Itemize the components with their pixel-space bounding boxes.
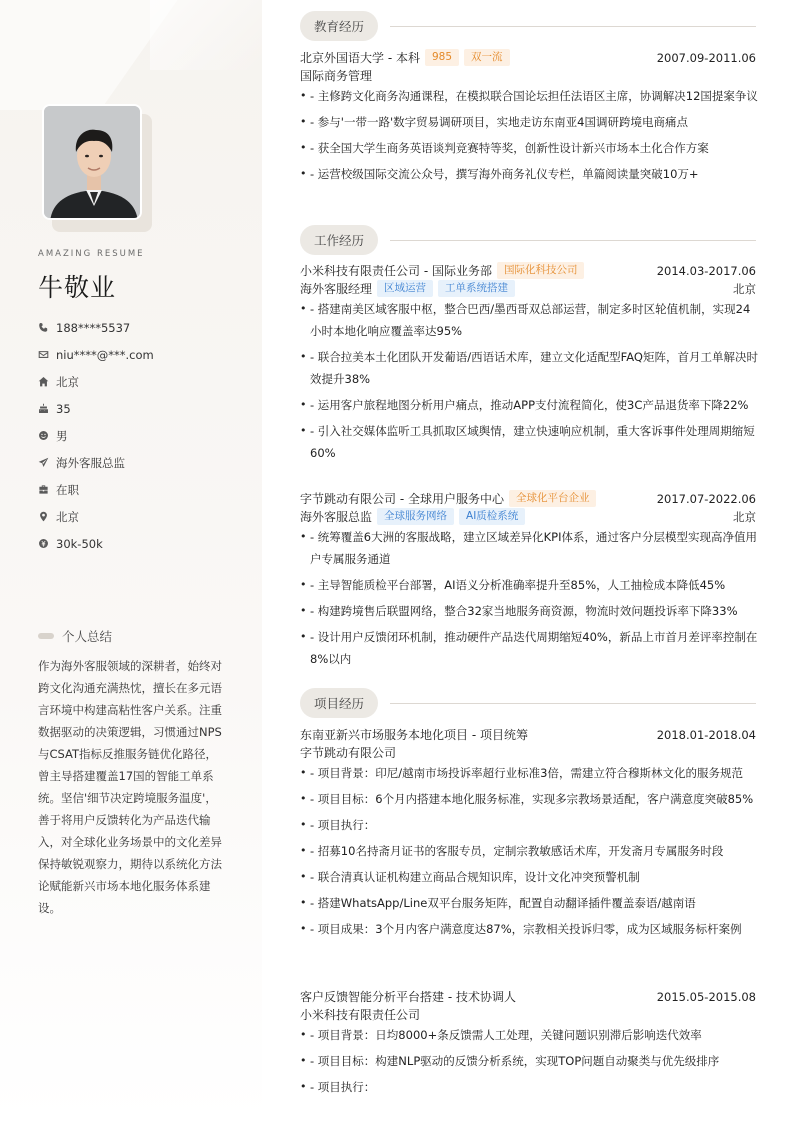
list-item: • - 运用客户旅程地图分析用户痛点，推动APP支付流程简化，使3C产品退货率下降22% <box>300 394 758 416</box>
project-org: 小米科技有限责任公司 <box>300 1008 421 1022</box>
job-date: 2017.07-2022.06 <box>656 491 756 506</box>
section-education-header <box>300 11 756 41</box>
section-divider <box>390 240 756 241</box>
age-text: 35 <box>56 401 71 416</box>
project-name: 客户反馈智能分析平台搭建 - 技术协调人 <box>300 990 516 1004</box>
section-title: 教育经历 <box>300 11 378 41</box>
hometown-text: 北京 <box>56 374 79 389</box>
section-title: 工作经历 <box>300 225 378 255</box>
target-position-text: 海外客服总监 <box>56 455 125 470</box>
project-org-row <box>300 1006 756 1023</box>
school-tag: 985 <box>425 49 459 66</box>
project-title-row <box>300 988 756 1005</box>
project-date: 2018.01-2018.04 <box>656 727 756 742</box>
school-tag: 双一流 <box>464 49 510 66</box>
salary-icon <box>38 538 56 549</box>
list-item: • - 参与'一带一路'数字贸易调研项目，实地走访东南亚4国调研跨境电商痛点 <box>300 111 758 133</box>
list-item: • - 项目目标：6个月内搭建本地化服务标准，实现多宗教场景适配，客户满意度突破85% <box>300 788 758 810</box>
list-item: • - 设计用户反馈闭环机制，推动硬件产品迭代周期缩短40%，新品上市首月差评率控制在8%以内 <box>300 626 758 670</box>
company-tag: 国际化科技公司 <box>497 262 585 279</box>
avatar-photo <box>42 104 142 220</box>
job-role-row <box>300 280 756 297</box>
info-home <box>38 368 154 395</box>
list-item: • - 项目背景：日均8000+条反馈需人工处理，关键问题识别滞后影响迭代效率 <box>300 1024 758 1046</box>
section-divider <box>390 26 756 27</box>
gender-icon <box>38 430 56 441</box>
email-text: niu****@***.com <box>56 347 154 362</box>
sidebar <box>0 0 262 1123</box>
list-item: • - 搭建WhatsApp/Line双平台服务矩阵，配置自动翻译插件覆盖泰语/越南语 <box>300 892 758 914</box>
project-name: 东南亚新兴市场服务本地化项目 - 项目统筹 <box>300 728 528 742</box>
job-role: 海外客服经理 <box>300 282 373 296</box>
project-org: 字节跳动有限公司 <box>300 746 397 760</box>
sidebar-decoration <box>150 0 262 70</box>
job-company-row <box>300 262 756 279</box>
info-email <box>38 341 154 368</box>
role-tag: AI质检系统 <box>459 508 525 525</box>
project-date: 2015.05-2015.08 <box>656 989 756 1004</box>
project-bullets <box>300 1024 758 1102</box>
cake-icon <box>38 403 56 414</box>
company-tag: 全球化平台企业 <box>509 490 597 507</box>
location-pin-icon <box>38 511 56 522</box>
role-tag: 工单系统搭建 <box>438 280 515 297</box>
gender-text: 男 <box>56 428 68 443</box>
status-text: 在职 <box>56 482 79 497</box>
project-bullets <box>300 762 758 944</box>
role-tag: 全球服务网络 <box>377 508 454 525</box>
project-title-row <box>300 726 756 743</box>
list-item: • - 项目成果：3个月内客户满意度达87%，宗教相关投诉归零，成为区域服务标杆案例 <box>300 918 758 940</box>
home-icon <box>38 376 56 387</box>
section-work-header <box>300 225 756 255</box>
education-row <box>300 49 756 66</box>
info-location <box>38 503 154 530</box>
education-date: 2007.09-2011.06 <box>656 50 756 65</box>
list-item: • - 项目执行： <box>300 1076 758 1098</box>
summary-title: 个人总结 <box>62 629 113 644</box>
list-item: • - 运营校级国际交流公众号，撰写海外商务礼仪专栏，单篇阅读量突破10万+ <box>300 163 758 185</box>
salary-text: 30k-50k <box>56 536 103 551</box>
list-item: • - 项目背景：印尼/越南市场投诉率超行业标准3倍，需建立符合穆斯林文化的服务规范 <box>300 762 758 784</box>
job-location: 北京 <box>733 281 756 296</box>
list-item: • - 引入社交媒体监听工具抓取区域舆情，建立快速响应机制，重大客诉事件处理周期缩短60% <box>300 420 758 464</box>
info-target-position <box>38 449 154 476</box>
list-item: • - 联合拉美本土化团队开发葡语/西语话术库，建立文化适配型FAQ矩阵，首月工单解决时效提升38% <box>300 346 758 390</box>
list-item: • - 搭建南美区域客服中枢，整合巴西/墨西哥双总部运营，制定多时区轮值机制，实现24小时本地化响应覆盖率达95% <box>300 298 758 342</box>
list-item: • - 主修跨文化商务沟通课程，在模拟联合国论坛担任法语区主席，协调解决12国提案争议 <box>300 85 758 107</box>
list-item: • - 主导智能质检平台部署，AI语义分析准确率提升至85%，人工抽检成本降低45% <box>300 574 758 596</box>
school-name: 北京外国语大学 - 本科 <box>300 51 420 65</box>
section-title: 项目经历 <box>300 688 378 718</box>
phone-text: 188****5537 <box>56 320 131 335</box>
briefcase-icon <box>38 484 56 495</box>
phone-icon <box>38 322 56 333</box>
list-item: • - 获全国大学生商务英语谈判竞赛特等奖，创新性设计新兴市场本土化合作方案 <box>300 137 758 159</box>
info-status <box>38 476 154 503</box>
company-name: 小米科技有限责任公司 - 国际业务部 <box>300 264 492 278</box>
personal-info-list <box>38 314 154 557</box>
list-item: • - 联合清真认证机构建立商品合规知识库，设计文化冲突预警机制 <box>300 866 758 888</box>
company-name: 字节跳动有限公司 - 全球用户服务中心 <box>300 492 504 506</box>
section-divider <box>390 703 756 704</box>
summary-heading <box>38 627 112 645</box>
section-projects-header <box>300 688 756 718</box>
summary-bar-decoration <box>38 633 54 639</box>
job-bullets <box>300 298 758 468</box>
list-item: • - 统筹覆盖6大洲的客服战略，建立区域差异化KPI体系，通过客户分层模型实现高净值用户专属服务通道 <box>300 526 758 570</box>
info-age <box>38 395 154 422</box>
education-bullets <box>300 85 758 189</box>
summary-text: 作为海外客服领域的深耕者，始终对跨文化沟通充满热忱，擅长在多元语言环境中构建高粘性客户关系。注重数据驱动的决策逻辑，习惯通过NPS与CSAT指标反推服务链优化路径，曾主导搭建覆盖17国的智能工单系统。坚信'细节决定跨境服务温度'，善于将用户反馈转化为产品迭代输入，对全球化业务场景中的文化差异保持敏锐观察力，期待以系统化方法论赋能新兴市场本地化服务体系建设。 <box>38 659 222 915</box>
role-tag: 区域运营 <box>377 280 433 297</box>
list-item: • - 项目执行： <box>300 814 758 836</box>
list-item: • - 构建跨境售后联盟网络，整合32家当地服务商资源，物流时效问题投诉率下降33% <box>300 600 758 622</box>
major-row <box>300 67 756 84</box>
send-icon <box>38 457 56 468</box>
list-item: • - 招募10名持斋月证书的客服专员，定制宗教敏感话术库，开发斋月专属服务时段 <box>300 840 758 862</box>
info-gender <box>38 422 154 449</box>
avatar <box>42 104 142 220</box>
job-date: 2014.03-2017.06 <box>656 263 756 278</box>
location-text: 北京 <box>56 509 79 524</box>
project-org-row <box>300 744 756 761</box>
job-bullets <box>300 526 758 674</box>
info-salary <box>38 530 154 557</box>
job-role: 海外客服总监 <box>300 510 373 524</box>
list-item: • - 项目目标：构建NLP驱动的反馈分析系统，实现TOP问题自动聚类与优先级排序 <box>300 1050 758 1072</box>
brand-label: AMAZING RESUME <box>38 249 145 259</box>
person-name: 牛敬业 <box>38 273 117 302</box>
mail-icon <box>38 349 56 360</box>
job-role-row <box>300 508 756 525</box>
job-location: 北京 <box>733 509 756 524</box>
major-name: 国际商务管理 <box>300 69 373 83</box>
info-phone <box>38 314 154 341</box>
job-company-row <box>300 490 756 507</box>
person-portrait-icon <box>44 106 142 220</box>
